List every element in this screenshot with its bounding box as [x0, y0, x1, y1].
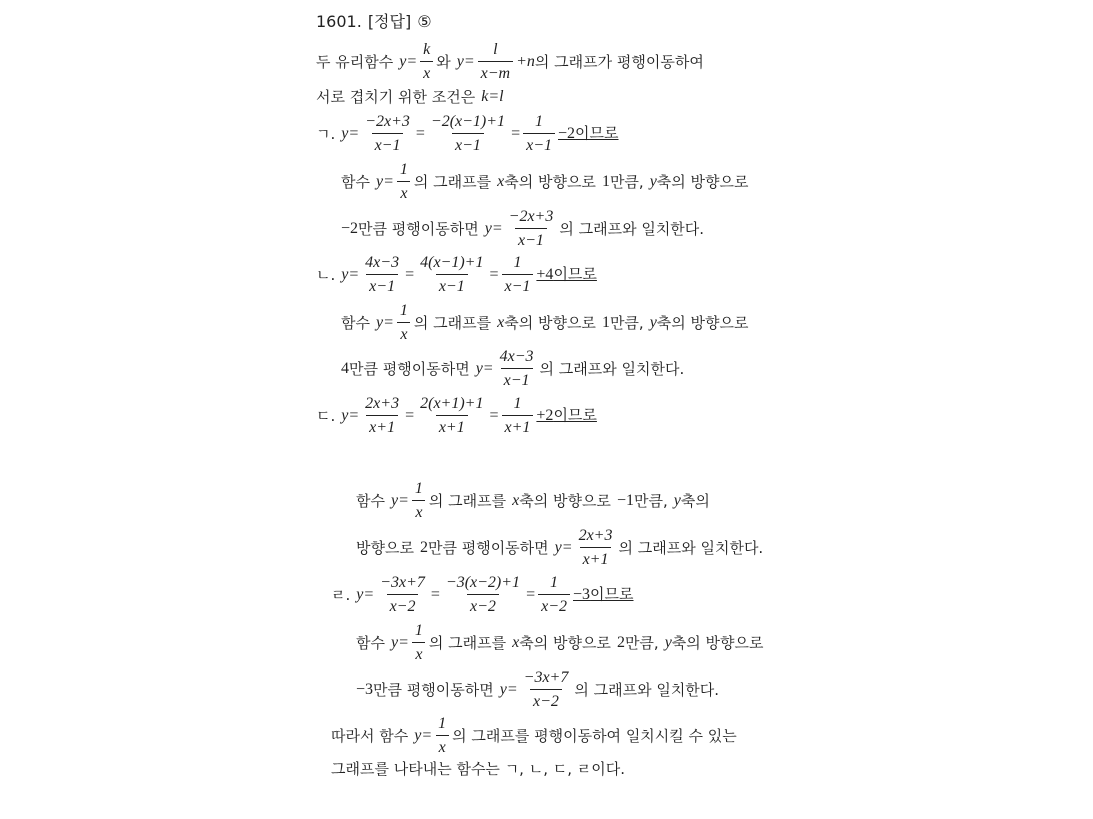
math-y: y=: [375, 314, 394, 332]
fraction: [523, 112, 555, 155]
denominator: x−1: [515, 228, 547, 250]
answer-value: ⑤: [417, 12, 432, 31]
item-text: 의 그래프를: [413, 172, 492, 191]
math-y: y=: [356, 586, 375, 604]
item-text: 함수: [341, 172, 370, 191]
numerator: −3x+7: [523, 669, 569, 686]
math-y-axis: y: [664, 634, 672, 652]
item-g-equation: [316, 112, 619, 155]
item-text: 의 그래프를: [428, 633, 507, 652]
numerator: 1: [513, 254, 522, 271]
item-text: 이므로: [553, 265, 597, 284]
item-label: ㄷ.: [316, 406, 336, 425]
fraction: [443, 573, 523, 616]
fraction: [502, 253, 534, 296]
item-text: 만큼,: [633, 491, 668, 510]
numerator: 1: [550, 574, 559, 591]
numerator: 1: [399, 161, 408, 178]
denominator: x+1: [366, 415, 398, 437]
item-text: 의 그래프를: [428, 491, 507, 510]
numerator: l: [493, 41, 498, 58]
math-y-axis: y: [649, 314, 657, 332]
item-text: 만큼,: [624, 633, 659, 652]
item-text: 의 그래프와 일치한다.: [559, 219, 705, 238]
math-y: y=: [390, 492, 409, 510]
item-r-step-1: [356, 621, 764, 664]
math-x: x: [497, 173, 505, 191]
denominator: x+1: [436, 415, 468, 437]
item-text: 축의 방향으로: [504, 172, 596, 191]
math-amount: 2: [616, 634, 625, 652]
math-y: y=: [341, 266, 360, 284]
fraction: [576, 526, 616, 569]
denominator: x−1: [501, 368, 533, 390]
underlined-result: [573, 585, 634, 604]
intro-text: 의 그래프가 평행이동하여: [534, 52, 704, 71]
item-text: 함수: [356, 491, 385, 510]
numerator: 1: [438, 715, 447, 732]
math-amount: −2: [341, 220, 359, 238]
math-term: +n: [516, 53, 535, 71]
math-term: −3: [573, 586, 591, 604]
equals: =: [405, 266, 415, 284]
item-g-step-1: [341, 160, 749, 203]
fraction: [521, 668, 572, 711]
numerator: −2(x−1)+1: [430, 113, 506, 130]
denominator: x−2: [530, 689, 562, 711]
item-n-step-1: [341, 301, 749, 344]
fraction: [377, 573, 428, 616]
fraction: [428, 112, 508, 155]
conclusion-line-1: [331, 714, 737, 757]
math-y: y=: [341, 125, 360, 143]
denominator: x−1: [523, 133, 555, 155]
numerator: 1: [414, 622, 423, 639]
denominator: x: [436, 735, 449, 757]
problem-number: 1601.: [316, 12, 362, 31]
item-text: 만큼 평행이동하면: [358, 219, 479, 238]
math-y: y=: [554, 539, 573, 557]
denominator: x: [420, 61, 433, 83]
item-n-step-2: [341, 347, 684, 390]
numerator: 1: [414, 480, 423, 497]
denominator: x−2: [467, 594, 499, 616]
intro-text: 두 유리함수: [316, 52, 394, 71]
item-r-step-2: [356, 668, 719, 711]
equals: =: [489, 407, 499, 425]
denominator: x−1: [502, 274, 534, 296]
intro-line-1: [316, 40, 704, 83]
equals: =: [430, 586, 440, 604]
answer-header: [316, 12, 432, 31]
denominator: x−2: [387, 594, 419, 616]
numerator: k: [423, 41, 431, 58]
conclusion-text: 의 그래프를 평행이동하여 일치시킬 수 있는: [452, 726, 737, 745]
math-y: y=: [399, 53, 418, 71]
item-text: 의 그래프와 일치한다.: [618, 538, 764, 557]
underlined-result: [536, 406, 597, 425]
fraction: [397, 301, 411, 344]
intro-text: 서로 겹치기 위한 조건은: [316, 87, 476, 106]
math-y: y=: [390, 634, 409, 652]
item-text: 이므로: [553, 406, 597, 425]
item-text: 함수: [341, 313, 370, 332]
numerator: 1: [535, 113, 544, 130]
math-y: y=: [499, 681, 518, 699]
denominator: x−1: [452, 133, 484, 155]
item-label: ㄱ.: [316, 124, 336, 143]
conclusion-text: 그래프를 나타내는 함수는 ㄱ, ㄴ, ㄷ, ㄹ이다.: [331, 760, 626, 778]
item-text: 의 그래프를: [413, 313, 492, 332]
math-term: +4: [536, 266, 554, 284]
math-x: x: [512, 634, 520, 652]
denominator: x−1: [436, 274, 468, 296]
math-amount: 4: [341, 360, 349, 378]
item-text: 만큼,: [609, 172, 644, 191]
equals: =: [489, 266, 499, 284]
math-y: y=: [475, 360, 494, 378]
item-g-step-2: [341, 207, 704, 250]
conclusion-line-2: [331, 760, 625, 778]
denominator: x−1: [372, 133, 404, 155]
numerator: −2x+3: [365, 113, 410, 130]
fraction: [397, 160, 411, 203]
math-amount: 1: [601, 173, 610, 191]
fraction: [497, 347, 537, 390]
numerator: −3x+7: [380, 574, 425, 591]
math-y-axis: y: [649, 173, 657, 191]
math-y: y=: [414, 727, 433, 745]
denominator: x−1: [366, 274, 398, 296]
equals: =: [526, 586, 536, 604]
math-condition: k=l: [481, 88, 504, 105]
fraction: [362, 112, 413, 155]
numerator: 1: [513, 395, 522, 412]
item-text: 만큼,: [609, 313, 644, 332]
numerator: −3(x−2)+1: [445, 574, 521, 591]
item-d-step-1: [356, 479, 710, 522]
fraction: [362, 394, 402, 437]
equals: =: [511, 125, 521, 143]
fraction: [417, 253, 486, 296]
numerator: 2x+3: [365, 395, 400, 412]
math-y: y=: [484, 220, 503, 238]
intro-line-2: [316, 87, 504, 106]
denominator: x: [397, 322, 410, 344]
numerator: 4(x−1)+1: [420, 254, 484, 271]
numerator: −2x+3: [508, 208, 554, 225]
item-label: ㄴ.: [316, 265, 336, 284]
fraction: [417, 394, 486, 437]
fraction-k-over-x: [420, 40, 433, 83]
math-x: x: [497, 314, 505, 332]
math-x: x: [512, 492, 520, 510]
item-d-step-2: [356, 526, 763, 569]
underlined-result: [558, 124, 619, 143]
item-text: 축의 방향으로: [671, 633, 764, 652]
item-text: 의 그래프와 일치한다.: [539, 359, 685, 378]
numerator: 4x−3: [365, 254, 400, 271]
fraction: [412, 479, 426, 522]
item-d-equation: [316, 394, 597, 437]
math-y-axis: y: [673, 492, 681, 510]
fraction: [502, 394, 534, 437]
item-text: 만큼 평행이동하면: [349, 359, 470, 378]
item-text: 축의 방향으로: [656, 313, 749, 332]
conclusion-text: 따라서 함수: [331, 726, 409, 745]
item-text: 만큼 평행이동하면: [427, 538, 549, 557]
denominator: x: [412, 500, 425, 522]
item-n-equation: [316, 253, 597, 296]
math-y: y=: [456, 53, 475, 71]
item-text: 축의 방향으로: [656, 172, 749, 191]
math-amount: −1: [616, 492, 634, 510]
numerator: 2(x+1)+1: [420, 395, 484, 412]
underlined-result: [536, 265, 597, 284]
item-text: 만큼 평행이동하면: [373, 680, 494, 699]
answer-label: [정답]: [367, 12, 412, 31]
math-term: +2: [536, 407, 554, 425]
equals: =: [415, 125, 425, 143]
math-term: −2: [558, 125, 576, 143]
math-amount: 1: [601, 314, 610, 332]
item-text: 이므로: [575, 124, 619, 143]
denominator: x−m: [478, 61, 513, 83]
fraction: [362, 253, 402, 296]
numerator: 4x−3: [499, 348, 534, 365]
numerator: 2x+3: [578, 527, 613, 544]
denominator: x−2: [538, 594, 570, 616]
item-text: 축의 방향으로: [504, 313, 596, 332]
item-text: 함수: [356, 633, 385, 652]
denominator: x: [397, 181, 410, 203]
math-y: y=: [375, 173, 394, 191]
fraction: [412, 621, 426, 664]
item-text: 의 그래프와 일치한다.: [574, 680, 720, 699]
fraction: [435, 714, 449, 757]
item-text: 축의 방향으로: [519, 491, 611, 510]
math-amount: −3: [356, 681, 374, 699]
math-y: y=: [341, 407, 360, 425]
item-label: ㄹ.: [331, 585, 351, 604]
intro-text: 와: [436, 52, 451, 71]
denominator: x+1: [502, 415, 534, 437]
item-text: 이므로: [590, 585, 634, 604]
math-amount: 2: [419, 539, 428, 557]
item-text: 축의 방향으로: [519, 633, 611, 652]
equals: =: [405, 407, 415, 425]
item-r-equation: [331, 573, 634, 616]
denominator: x+1: [580, 547, 612, 569]
item-text: 축의: [680, 491, 710, 510]
fraction: [506, 207, 557, 250]
numerator: 1: [399, 302, 408, 319]
fraction-l-over-x-m: [478, 40, 513, 83]
fraction: [538, 573, 570, 616]
denominator: x: [412, 642, 425, 664]
item-text: 방향으로: [356, 538, 414, 557]
